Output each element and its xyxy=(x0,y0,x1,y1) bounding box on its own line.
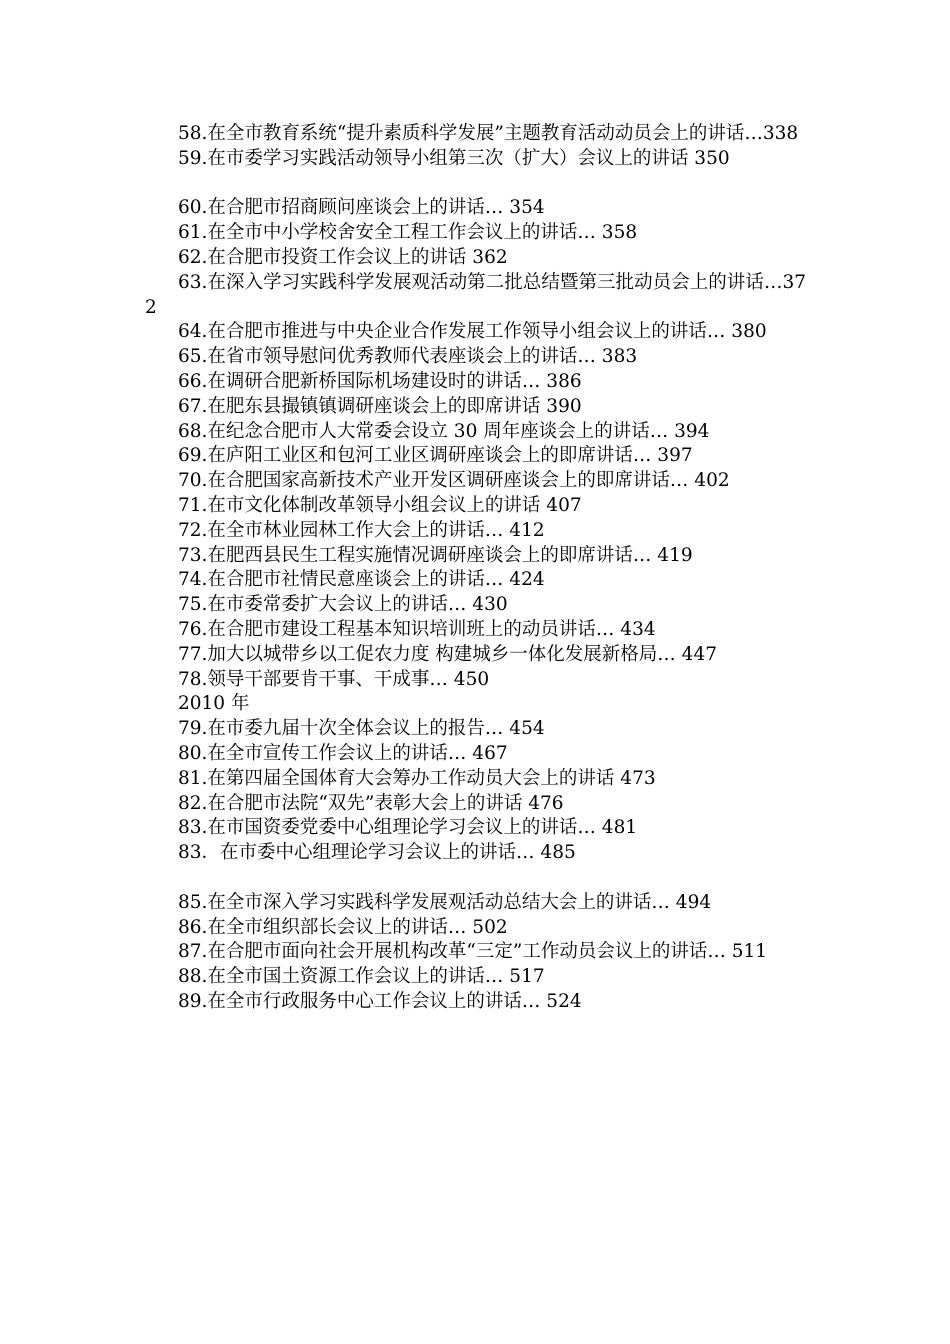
toc-entry: 72.在全市林业园林工作大会上的讲话… 412 xyxy=(178,519,545,541)
toc-entry: 74.在合肥市社情民意座谈会上的讲话… 424 xyxy=(178,569,545,591)
toc-entry: 70.在合肥国家高新技术产业开发区调研座谈会上的即席讲话… 402 xyxy=(178,470,730,492)
blank-line xyxy=(145,172,806,197)
year-heading: 2010 年 xyxy=(178,693,250,715)
toc-entry: 61.在全市中小学校舍安全工程工作会议上的讲话… 358 xyxy=(178,222,638,244)
toc-entry: 63.在深入学习实践科学发展观活动第二批总结暨第三批动员会上的讲话…372 xyxy=(145,271,806,318)
toc-entry: 80.在全市宣传工作会议上的讲话… 467 xyxy=(178,742,508,764)
toc-entry: 88.在全市国土资源工作会议上的讲话… 517 xyxy=(178,966,545,988)
toc-entry: 81.在第四届全国体育大会筹办工作动员大会上的讲话 473 xyxy=(178,767,656,789)
toc-entry: 83．在市委中心组理论学习会议上的讲话… 485 xyxy=(178,842,576,864)
table-of-contents xyxy=(145,122,806,1015)
toc-entry: 58.在全市教育系统“提升素质科学发展”主题教育活动动员会上的讲话…338 xyxy=(178,123,799,144)
toc-entry: 67.在肥东县撮镇镇调研座谈会上的即席讲话 390 xyxy=(178,395,582,417)
toc-entry: 89.在全市行政服务中心工作会议上的讲话… 524 xyxy=(178,990,582,1012)
toc-entry: 71.在市文化体制改革领导小组会议上的讲话 407 xyxy=(178,494,582,516)
toc-entry: 87.在合肥市面向社会开展机构改革“三定”工作动员会议上的讲话… 511 xyxy=(178,941,768,963)
toc-entry: 64.在合肥市推进与中央企业合作发展工作领导小组会议上的讲话… 380 xyxy=(178,321,767,343)
toc-entry: 77.加大以城带乡以工促农力度 构建城乡一体化发展新格局… 447 xyxy=(178,643,717,665)
toc-entry: 76.在合肥市建设工程基本知识培训班上的动员讲话… 434 xyxy=(178,618,656,640)
toc-entry: 73.在肥西县民生工程实施情况调研座谈会上的即席讲话… 419 xyxy=(178,544,693,566)
toc-entry: 85.在全市深入学习实践科学发展观活动总结大会上的讲话… 494 xyxy=(178,891,712,913)
toc-entry: 69.在庐阳工业区和包河工业区调研座谈会上的即席讲话… 397 xyxy=(178,445,693,467)
toc-entry: 65.在省市领导慰问优秀教师代表座谈会上的讲话… 383 xyxy=(178,346,638,368)
toc-entry: 82.在合肥市法院“双先”表彰大会上的讲话 476 xyxy=(178,792,564,814)
toc-entry: 60.在合肥市招商顾问座谈会上的讲话… 354 xyxy=(178,197,545,219)
toc-entry: 59.在市委学习实践活动领导小组第三次（扩大）会议上的讲话 350 xyxy=(178,147,730,169)
toc-entry: 78.领导干部要肯干事、干成事… 450 xyxy=(178,668,490,690)
toc-entry: 83.在市国资委党委中心组理论学习会议上的讲话… 481 xyxy=(178,817,638,839)
toc-entry: 75.在市委常委扩大会议上的讲话… 430 xyxy=(178,594,508,616)
blank-line xyxy=(145,866,806,891)
toc-entry: 68.在纪念合肥市人大常委会设立 30 周年座谈会上的讲话… 394 xyxy=(178,420,710,442)
toc-entry: 62.在合肥市投资工作会议上的讲话 362 xyxy=(178,246,508,268)
toc-entry: 79.在市委九届十次全体会议上的报告… 454 xyxy=(178,718,545,740)
toc-entry: 66.在调研合肥新桥国际机场建设时的讲话… 386 xyxy=(178,370,582,392)
toc-entry: 86.在全市组织部长会议上的讲话… 502 xyxy=(178,916,508,938)
